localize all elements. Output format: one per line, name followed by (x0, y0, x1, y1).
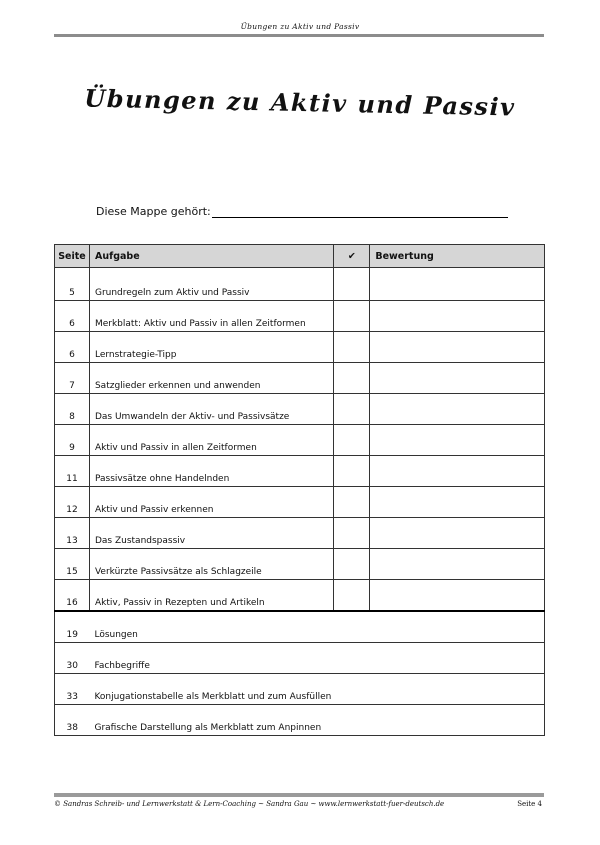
check-cell[interactable] (334, 268, 370, 301)
header-check: ✔ (334, 245, 370, 268)
page-cell: 30 (55, 643, 90, 674)
page-cell: 11 (55, 456, 90, 487)
rating-cell[interactable] (370, 363, 545, 394)
page-cell: 16 (55, 580, 90, 612)
page-cell: 6 (55, 301, 90, 332)
footer-rule (54, 793, 544, 797)
header-task: Aufgabe (89, 245, 333, 268)
check-cell[interactable] (334, 332, 370, 363)
page-cell: 9 (55, 425, 90, 456)
task-cell: Verkürzte Passivsätze als Schlagzeile (89, 549, 333, 580)
table-row (55, 643, 545, 674)
task-cell: Lösungen (89, 611, 544, 643)
rating-cell[interactable] (370, 549, 545, 580)
task-cell: Lernstrategie-Tipp (89, 332, 333, 363)
appendix-body (55, 611, 545, 736)
page-cell: 7 (55, 363, 90, 394)
page-cell: 33 (55, 674, 90, 705)
check-cell[interactable] (334, 549, 370, 580)
task-cell: Konjugationstabelle als Merkblatt und zum Ausfüllen (89, 674, 544, 705)
check-cell[interactable] (334, 580, 370, 612)
check-cell[interactable] (334, 301, 370, 332)
table-row (55, 301, 545, 332)
check-cell[interactable] (334, 425, 370, 456)
footer-page-number: Seite 4 (517, 800, 542, 808)
table-row (55, 394, 545, 425)
page-cell: 6 (55, 332, 90, 363)
header-rating: Bewertung (370, 245, 545, 268)
header-page: Seite (55, 245, 90, 268)
table-row (55, 580, 545, 612)
task-cell: Das Zustandspassiv (89, 518, 333, 549)
task-cell: Satzglieder erkennen und anwenden (89, 363, 333, 394)
task-cell: Merkblatt: Aktiv und Passiv in allen Zeitformen (89, 301, 333, 332)
rating-cell[interactable] (370, 332, 545, 363)
rating-cell[interactable] (370, 487, 545, 518)
task-cell: Aktiv, Passiv in Rezepten und Artikeln (89, 580, 333, 612)
page-title: Übungen zu Aktiv und Passiv (84, 83, 516, 122)
page-cell: 15 (55, 549, 90, 580)
table-row (55, 549, 545, 580)
task-cell: Aktiv und Passiv erkennen (89, 487, 333, 518)
page-cell: 5 (55, 268, 90, 301)
owner-label: Diese Mappe gehört: (96, 205, 211, 218)
check-cell[interactable] (334, 394, 370, 425)
rating-cell[interactable] (370, 301, 545, 332)
task-cell: Grundregeln zum Aktiv und Passiv (89, 268, 333, 301)
table-row (55, 425, 545, 456)
table-row (55, 705, 545, 736)
rating-cell[interactable] (370, 456, 545, 487)
page-cell: 19 (55, 611, 90, 643)
owner-signature-line (212, 217, 508, 218)
check-cell[interactable] (334, 487, 370, 518)
table-row (55, 611, 545, 643)
contents-table (54, 244, 545, 736)
rating-cell[interactable] (370, 268, 545, 301)
table-row (55, 268, 545, 301)
table-row (55, 456, 545, 487)
page-cell: 8 (55, 394, 90, 425)
tasks-body (55, 268, 545, 612)
task-cell: Fachbegriffe (89, 643, 544, 674)
rating-cell[interactable] (370, 425, 545, 456)
header-rule (54, 34, 544, 37)
task-cell: Aktiv und Passiv in allen Zeitformen (89, 425, 333, 456)
running-header: Übungen zu Aktiv und Passiv (240, 22, 360, 31)
page-cell: 12 (55, 487, 90, 518)
page-cell: 38 (55, 705, 90, 736)
table-row (55, 674, 545, 705)
task-cell: Das Umwandeln der Aktiv- und Passivsätze (89, 394, 333, 425)
table-row (55, 487, 545, 518)
task-cell: Grafische Darstellung als Merkblatt zum Anpinnen (89, 705, 544, 736)
rating-cell[interactable] (370, 394, 545, 425)
footer-copyright: © Sandras Schreib- und Lernwerkstatt & Lern-Coaching ~ Sandra Gau ~ www.lernwerkstatt-fuer-deutsch.de (54, 800, 445, 808)
page-cell: 13 (55, 518, 90, 549)
rating-cell[interactable] (370, 518, 545, 549)
rating-cell[interactable] (370, 580, 545, 612)
table-header-row (55, 245, 545, 268)
table-row (55, 518, 545, 549)
table-row (55, 363, 545, 394)
check-cell[interactable] (334, 518, 370, 549)
check-cell[interactable] (334, 363, 370, 394)
check-cell[interactable] (334, 456, 370, 487)
task-cell: Passivsätze ohne Handelnden (89, 456, 333, 487)
table-row (55, 332, 545, 363)
